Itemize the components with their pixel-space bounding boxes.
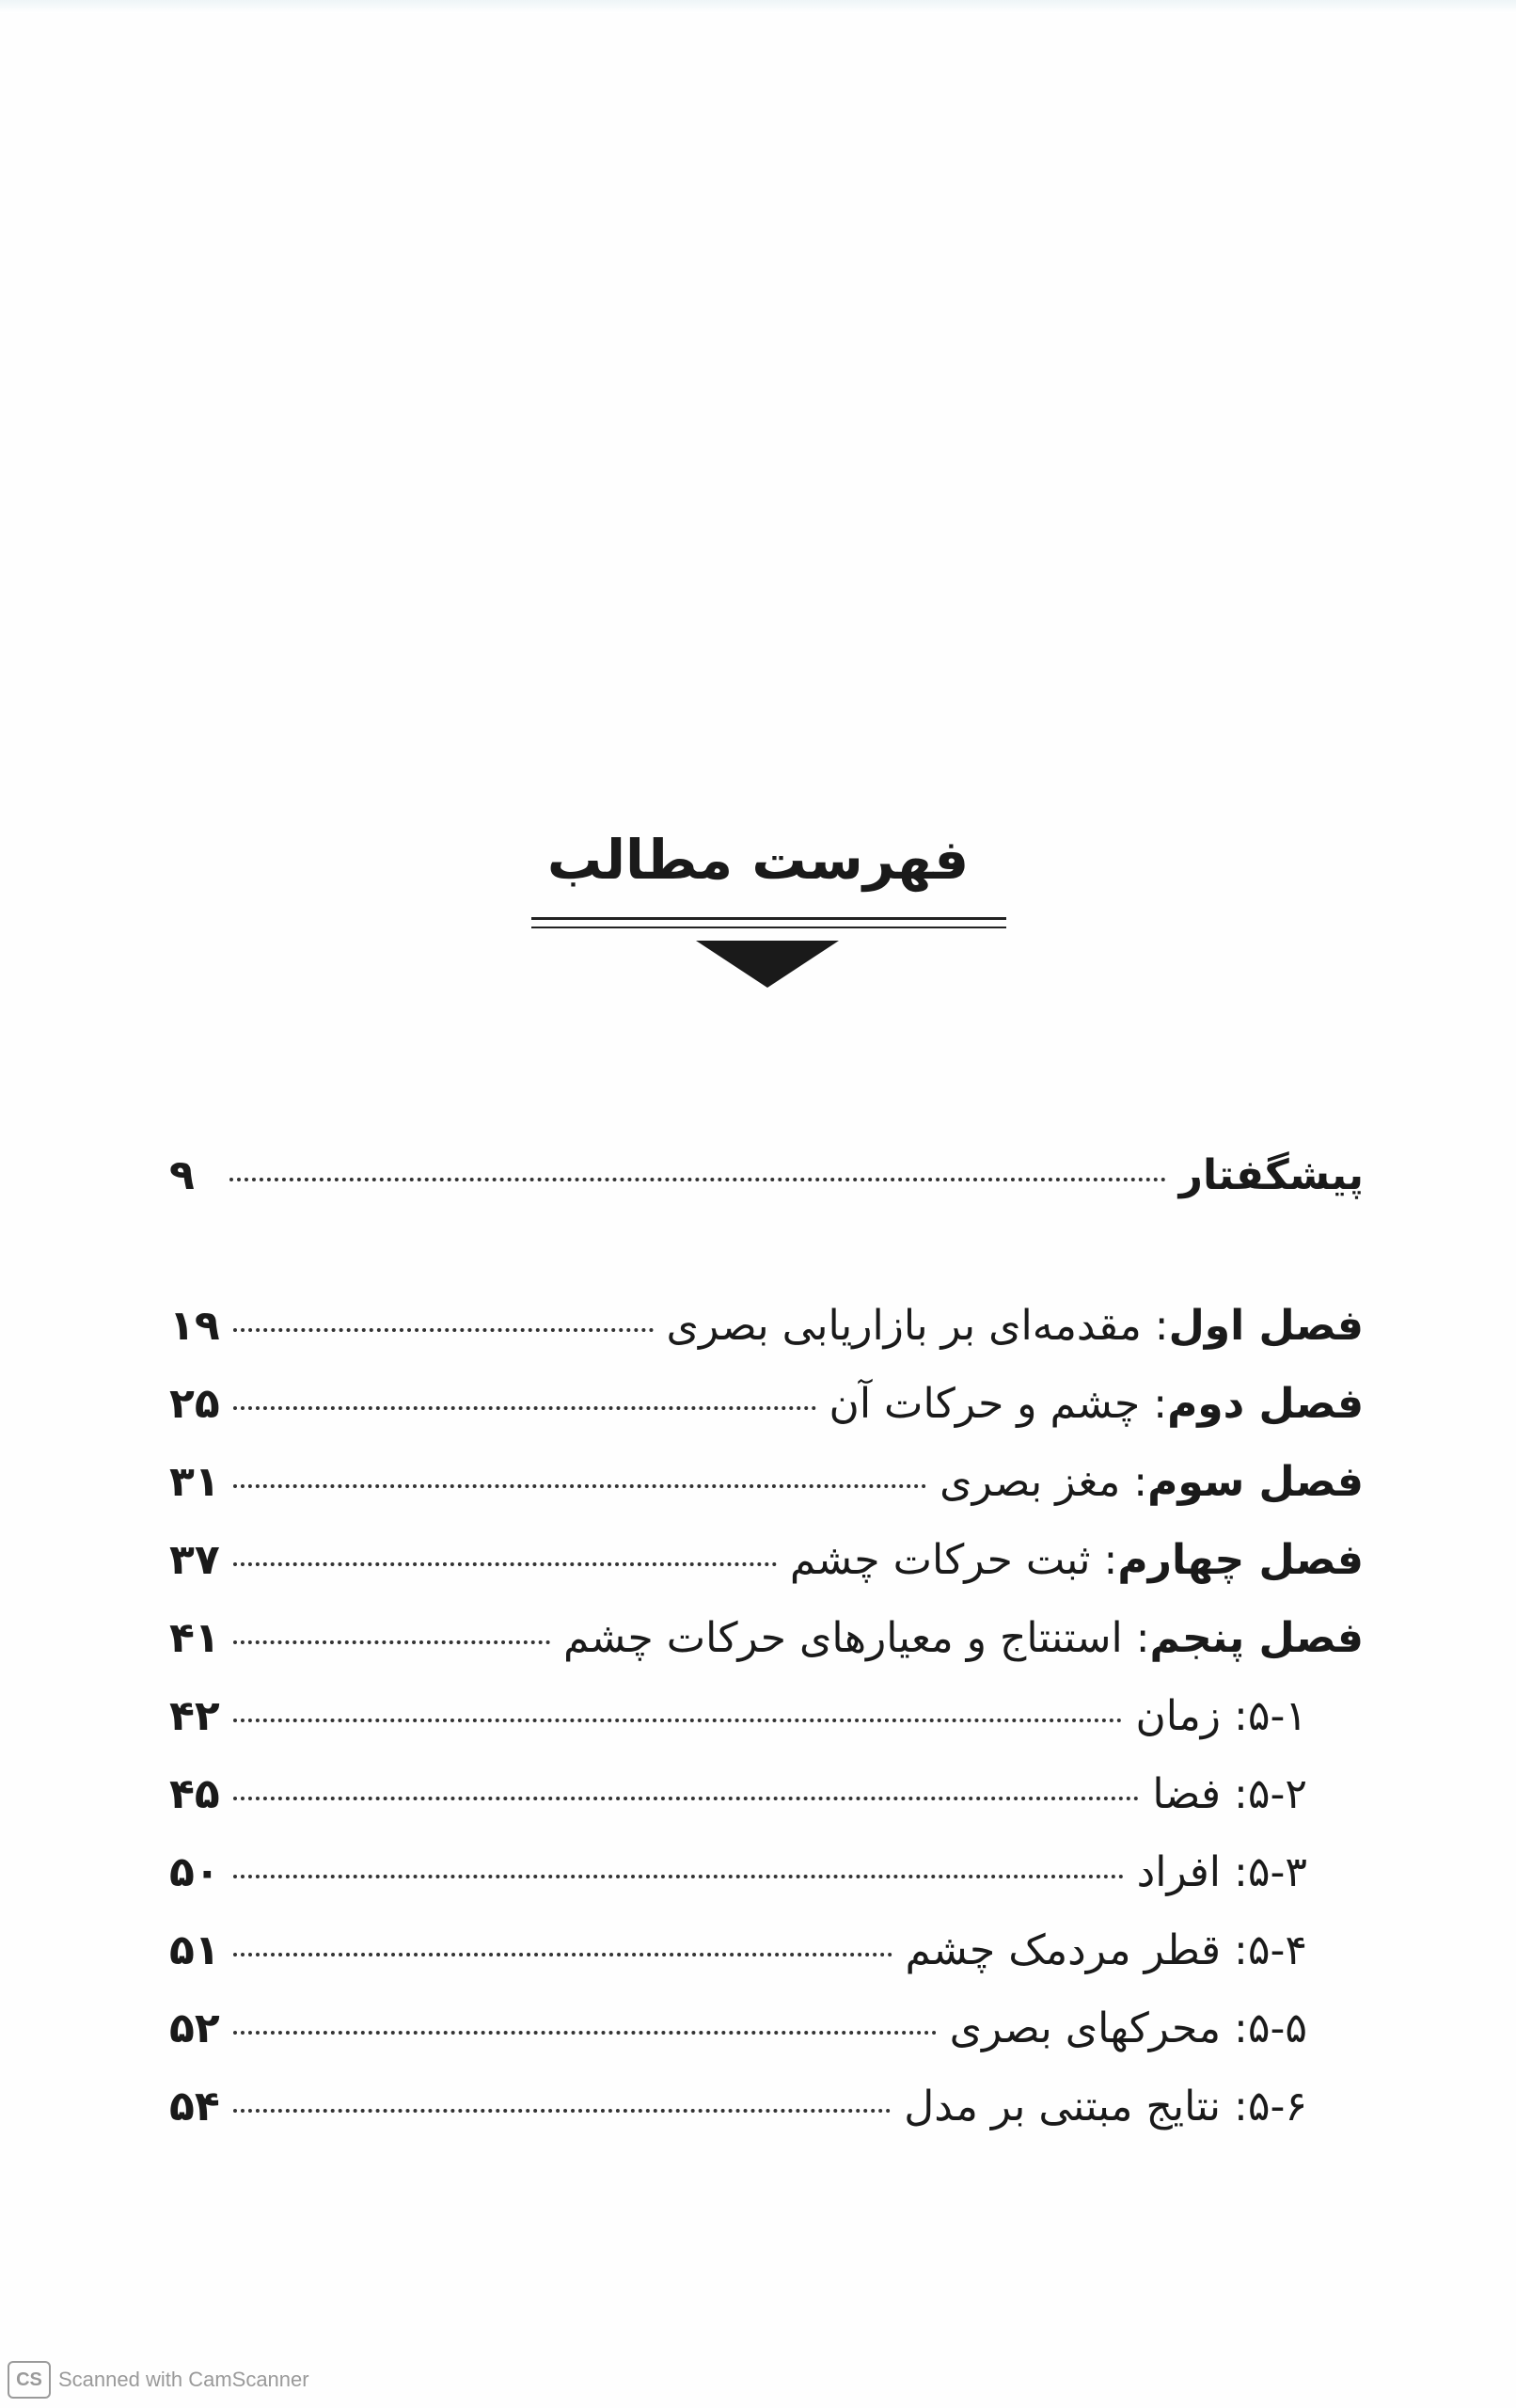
toc-entry-chapter-1: فصل اول: مقدمه‌ای بر بازاریابی بصری ۱۹ — [169, 1298, 1364, 1354]
title-rule-top — [531, 917, 1006, 920]
toc-entry-section-5-3: ۵-۳: افراد ۵۰ — [169, 1845, 1307, 1901]
section-title: محرکهای بصری — [949, 2004, 1235, 2052]
page-number: ۴۱ — [169, 1614, 220, 1662]
section-title: نتایج مبتنی بر مدل — [904, 2083, 1235, 2131]
chapter-title: ثبت حرکات چشم — [789, 1536, 1104, 1584]
chapter-title: مغز بصری — [940, 1458, 1134, 1506]
section-title: زمان — [1135, 1692, 1235, 1740]
toc-entry-section-5-1: ۵-۱: زمان ۴۲ — [169, 1688, 1307, 1745]
page-number: ۹ — [169, 1151, 195, 1199]
toc-entry-chapter-5: فصل پنجم: استنتاج و معیارهای حرکات چشم ۴۱ — [169, 1610, 1364, 1667]
chapter-title: مقدمه‌ای بر بازاریابی بصری — [666, 1302, 1155, 1350]
dot-leader — [233, 1484, 926, 1488]
page-number: ۳۱ — [169, 1458, 220, 1506]
page-number: ۴۵ — [169, 1770, 220, 1818]
toc-entry-section-5-4: ۵-۴: قطر مردمک چشم ۵۱ — [169, 1923, 1307, 1979]
page-number: ۴۲ — [169, 1692, 220, 1740]
dot-leader — [233, 1797, 1140, 1800]
title-arrow-icon — [696, 941, 839, 988]
toc-entry-preface — [169, 1148, 1364, 1204]
chapter-prefix: فصل دوم — [1167, 1380, 1364, 1428]
toc-entry-section-5-5: ۵-۵: محرکهای بصری ۵۲ — [169, 2001, 1307, 2057]
dot-leader — [233, 1328, 654, 1332]
chapter-prefix: فصل اول — [1168, 1302, 1364, 1350]
title-rule-bottom — [531, 927, 1006, 928]
section-number: ۵-۱ — [1247, 1692, 1307, 1740]
dot-leader — [229, 1178, 1166, 1181]
page-number: ۵۴ — [169, 2083, 220, 2131]
dot-leader — [233, 1406, 816, 1410]
chapter-title: استنتاج و معیارهای حرکات چشم — [563, 1614, 1136, 1662]
page-number: ۵۰ — [169, 1848, 220, 1896]
section-number: ۵-۴ — [1247, 1926, 1307, 1974]
section-number: ۵-۲ — [1247, 1770, 1307, 1818]
toc-entry-section-5-2: ۵-۲: فضا ۴۵ — [169, 1766, 1307, 1823]
chapter-prefix: فصل پنجم — [1149, 1614, 1364, 1662]
toc-entry-label: پیشگفتار — [1178, 1151, 1364, 1199]
chapter-prefix: فصل چهارم — [1117, 1536, 1364, 1584]
chapter-title: چشم و حرکات آن — [829, 1380, 1154, 1428]
scan-top-edge — [0, 0, 1516, 13]
camscanner-watermark — [8, 2361, 309, 2399]
section-number: ۵-۵ — [1247, 2004, 1307, 2052]
watermark-text: Scanned with CamScanner — [58, 2368, 309, 2391]
dot-leader — [233, 2031, 937, 2035]
dot-leader — [233, 1640, 550, 1644]
camscanner-logo-icon: CS — [8, 2361, 51, 2399]
section-title: قطر مردمک چشم — [905, 1926, 1235, 1974]
page-title: فهرست مطالب — [546, 828, 970, 892]
page-number: ۵۲ — [169, 2004, 220, 2052]
toc-entry-section-5-6: ۵-۶: نتایج مبتنی بر مدل ۵۴ — [169, 2079, 1307, 2135]
dot-leader — [233, 1875, 1124, 1878]
dot-leader — [233, 1953, 892, 1956]
section-number: ۵-۳ — [1247, 1848, 1307, 1896]
section-number: ۵-۶ — [1247, 2083, 1307, 2131]
page-number: ۲۵ — [169, 1380, 220, 1428]
toc-entry-chapter-2: فصل دوم: چشم و حرکات آن ۲۵ — [169, 1376, 1364, 1433]
page-number: ۵۱ — [169, 1926, 220, 1974]
page-number: ۱۹ — [169, 1302, 220, 1350]
dot-leader — [233, 1719, 1123, 1722]
toc-entry-chapter-3: فصل سوم: مغز بصری ۳۱ — [169, 1454, 1364, 1511]
section-title: فضا — [1152, 1770, 1235, 1818]
toc-entry-chapter-4: فصل چهارم: ثبت حرکات چشم ۳۷ — [169, 1532, 1364, 1589]
dot-leader — [233, 2109, 892, 2113]
dot-leader — [233, 1562, 777, 1566]
chapter-prefix: فصل سوم — [1147, 1458, 1364, 1506]
section-title: افراد — [1136, 1848, 1235, 1896]
page-number: ۳۷ — [169, 1536, 220, 1584]
